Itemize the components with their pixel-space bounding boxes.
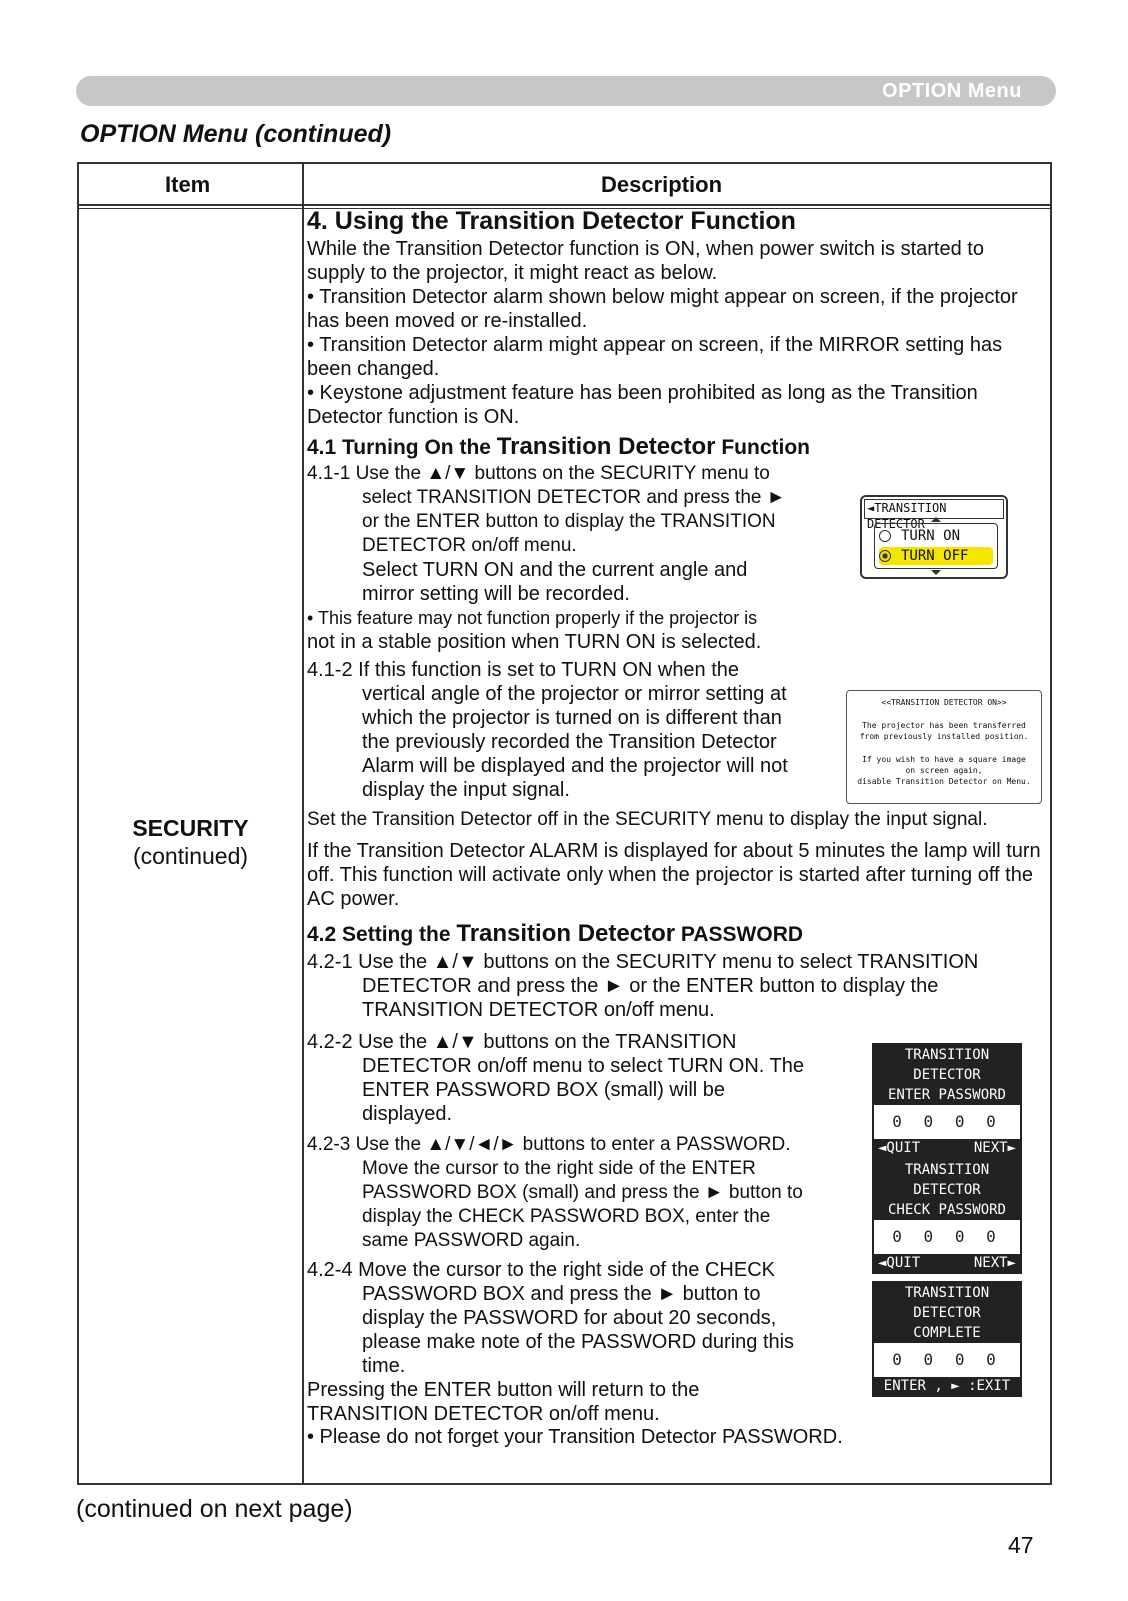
osd-option-turn-off-label: TURN OFF bbox=[901, 548, 969, 564]
step-4-2-2-block bbox=[307, 1030, 812, 1126]
para-forget-block bbox=[307, 1425, 1042, 1449]
osd-complete-box bbox=[872, 1281, 1022, 1397]
radio-on-icon bbox=[879, 550, 891, 562]
osd-down-arrow-icon bbox=[931, 570, 941, 575]
complete-title-1: TRANSITION DETECTOR bbox=[874, 1283, 1020, 1323]
step-4-1-1-block bbox=[307, 462, 792, 654]
check-pw-title-2: CHECK PASSWORD bbox=[874, 1200, 1020, 1220]
check-pw-footer bbox=[874, 1254, 1020, 1272]
complete-footer: ENTER , ► :EXIT bbox=[874, 1377, 1020, 1395]
alarm-line-4: If you wish to have a square image bbox=[862, 755, 1026, 764]
osd-option-turn-on bbox=[879, 527, 960, 545]
step-4-1-1-detail: Select TURN ON and the current angle and mirror setting will be recorded. bbox=[362, 559, 748, 605]
table-column-divider bbox=[302, 164, 304, 1483]
enter-pw-quit: ◄QUIT bbox=[878, 1140, 921, 1156]
intro-para-3: • Transition Detector alarm might appear on screen, if the MIRROR setting has been changed. bbox=[307, 334, 1003, 380]
intro-para-1: While the Transition Detector function is ON, when power switch is started to supply to the projector, it might react as below. bbox=[307, 238, 984, 284]
para-alarm: If the Transition Detector ALARM is displayed for about 5 minutes the lamp will turn off. This function will activate only when the projector is started after turning off the AC power. bbox=[307, 840, 1041, 910]
step-4-2-1: 4.2-1 Use the ▲/▼ buttons on the SECURITY menu to select TRANSITION DETECTOR and press the ► or the ENTER button to display the TRANSITION DETECTOR on/off menu. bbox=[307, 951, 979, 1021]
item-cell bbox=[79, 814, 302, 870]
radio-off-icon bbox=[879, 530, 891, 542]
step-4-2-3-block bbox=[307, 1133, 822, 1253]
subheading-4-1-part-b: Transition Detector bbox=[496, 433, 716, 460]
intro-para-4: • Keystone adjustment feature has been prohibited as long as the Transition Detector function is ON. bbox=[307, 382, 978, 428]
page-title: OPTION Menu (continued) bbox=[80, 120, 392, 148]
enter-pw-footer bbox=[874, 1139, 1020, 1157]
note-4-1-1-a: • This feature may not function properly if the projector is bbox=[307, 608, 758, 628]
section-heading: 4. Using the Transition Detector Function bbox=[307, 207, 796, 235]
osd-menu-title: ◄TRANSITION DETECTOR bbox=[864, 499, 1004, 519]
step-4-1-2: 4.1-2 If this function is set to TURN ON when the vertical angle of the projector or mirror setting at which the projector is turned on is different than the previously recorded the Transition Detector Alarm will be displayed and the projector will not display the input signal. bbox=[307, 659, 788, 801]
alarm-line-5: on screen again, bbox=[905, 766, 983, 775]
step-4-2-2: 4.2-2 Use the ▲/▼ buttons on the TRANSITION DETECTOR on/off menu to select TURN ON. The ENTER PASSWORD BOX (small) will be displayed. bbox=[307, 1031, 805, 1125]
step-4-2-3: 4.2-3 Use the ▲/▼/◄/► buttons to enter a PASSWORD. Move the cursor to the right side of the ENTER PASSWORD BOX (small) and press the ► button to display the CHECK PASSWORD BOX, enter the same PASSWORD again. bbox=[307, 1134, 803, 1251]
column-header-description: Description bbox=[601, 172, 723, 197]
page-number: 47 bbox=[1008, 1532, 1034, 1558]
check-pw-next: NEXT► bbox=[973, 1255, 1016, 1271]
description-cell bbox=[307, 205, 1023, 462]
subheading-4-2 bbox=[307, 919, 1042, 950]
step-4-1-1: 4.1-1 Use the ▲/▼ buttons on the SECURITY menu to select TRANSITION DETECTOR and press the ► or the ENTER button to display the TRANSITION DETECTOR on/off menu. bbox=[307, 463, 786, 556]
osd-options bbox=[874, 523, 998, 569]
subheading-4-1-part-c: Function bbox=[715, 436, 810, 459]
check-pw-digits: 0 0 0 0 bbox=[892, 1227, 1002, 1246]
step-4-2-4: 4.2-4 Move the cursor to the right side of the CHECK PASSWORD BOX and press the ► button to display the PASSWORD for about 20 seconds, please make note of the PASSWORD during this time. bbox=[307, 1259, 795, 1377]
header-bar bbox=[76, 76, 1056, 106]
para-off-block bbox=[307, 808, 1042, 832]
subheading-4-1 bbox=[307, 433, 1023, 462]
enter-pw-next: NEXT► bbox=[973, 1140, 1016, 1156]
check-pw-title-1: TRANSITION DETECTOR bbox=[874, 1160, 1020, 1200]
subheading-4-2-part-a: 4.2 Setting the bbox=[307, 923, 457, 946]
subheading-4-2-part-b: Transition Detector bbox=[456, 920, 676, 947]
item-continued: (continued) bbox=[132, 843, 249, 869]
subheading-4-2-part-c: PASSWORD bbox=[675, 923, 804, 946]
complete-digits: 0 0 0 0 bbox=[892, 1350, 1002, 1369]
continued-note: (continued on next page) bbox=[76, 1495, 353, 1523]
subheading-4-1-part-a: 4.1 Turning On the bbox=[307, 436, 497, 459]
osd-transition-menu bbox=[860, 495, 1008, 579]
osd-up-arrow-icon bbox=[931, 517, 941, 522]
alarm-line-6: disable Transition Detector on Menu. bbox=[857, 777, 1031, 786]
para-return: Pressing the ENTER button will return to the TRANSITION DETECTOR on/off menu. bbox=[307, 1379, 700, 1425]
item-security: SECURITY bbox=[132, 815, 249, 841]
complete-title-2: COMPLETE bbox=[874, 1323, 1020, 1343]
step-4-2-4-block bbox=[307, 1258, 807, 1426]
para-alarm-block bbox=[307, 839, 1042, 1022]
alarm-line-3: from previously installed position. bbox=[859, 732, 1029, 741]
enter-pw-title-1: TRANSITION DETECTOR bbox=[874, 1045, 1020, 1085]
enter-pw-digits: 0 0 0 0 bbox=[892, 1112, 1002, 1131]
check-pw-quit: ◄QUIT bbox=[878, 1255, 921, 1271]
para-forget: • Please do not forget your Transition Detector PASSWORD. bbox=[307, 1426, 843, 1448]
alarm-line-1: <<TRANSITION DETECTOR ON>> bbox=[881, 698, 1007, 707]
alarm-line-2: The projector has been transferred bbox=[862, 721, 1026, 730]
header-bar-label: OPTION Menu bbox=[882, 80, 1022, 102]
intro-para-2: • Transition Detector alarm shown below might appear on screen, if the projector has been moved or re-installed. bbox=[307, 286, 1018, 332]
enter-pw-title-2: ENTER PASSWORD bbox=[874, 1085, 1020, 1105]
osd-option-turn-off bbox=[879, 547, 993, 565]
osd-check-password-box bbox=[872, 1158, 1022, 1274]
osd-option-turn-on-label: TURN ON bbox=[901, 528, 961, 544]
para-set-off: Set the Transition Detector off in the SECURITY menu to display the input signal. bbox=[307, 809, 988, 830]
osd-enter-password-box bbox=[872, 1043, 1022, 1159]
osd-alarm-box bbox=[846, 690, 1042, 804]
column-header-item: Item bbox=[165, 172, 211, 197]
step-4-1-2-block bbox=[307, 658, 797, 802]
note-4-1-1-b: not in a stable position when TURN ON is selected. bbox=[307, 631, 762, 653]
